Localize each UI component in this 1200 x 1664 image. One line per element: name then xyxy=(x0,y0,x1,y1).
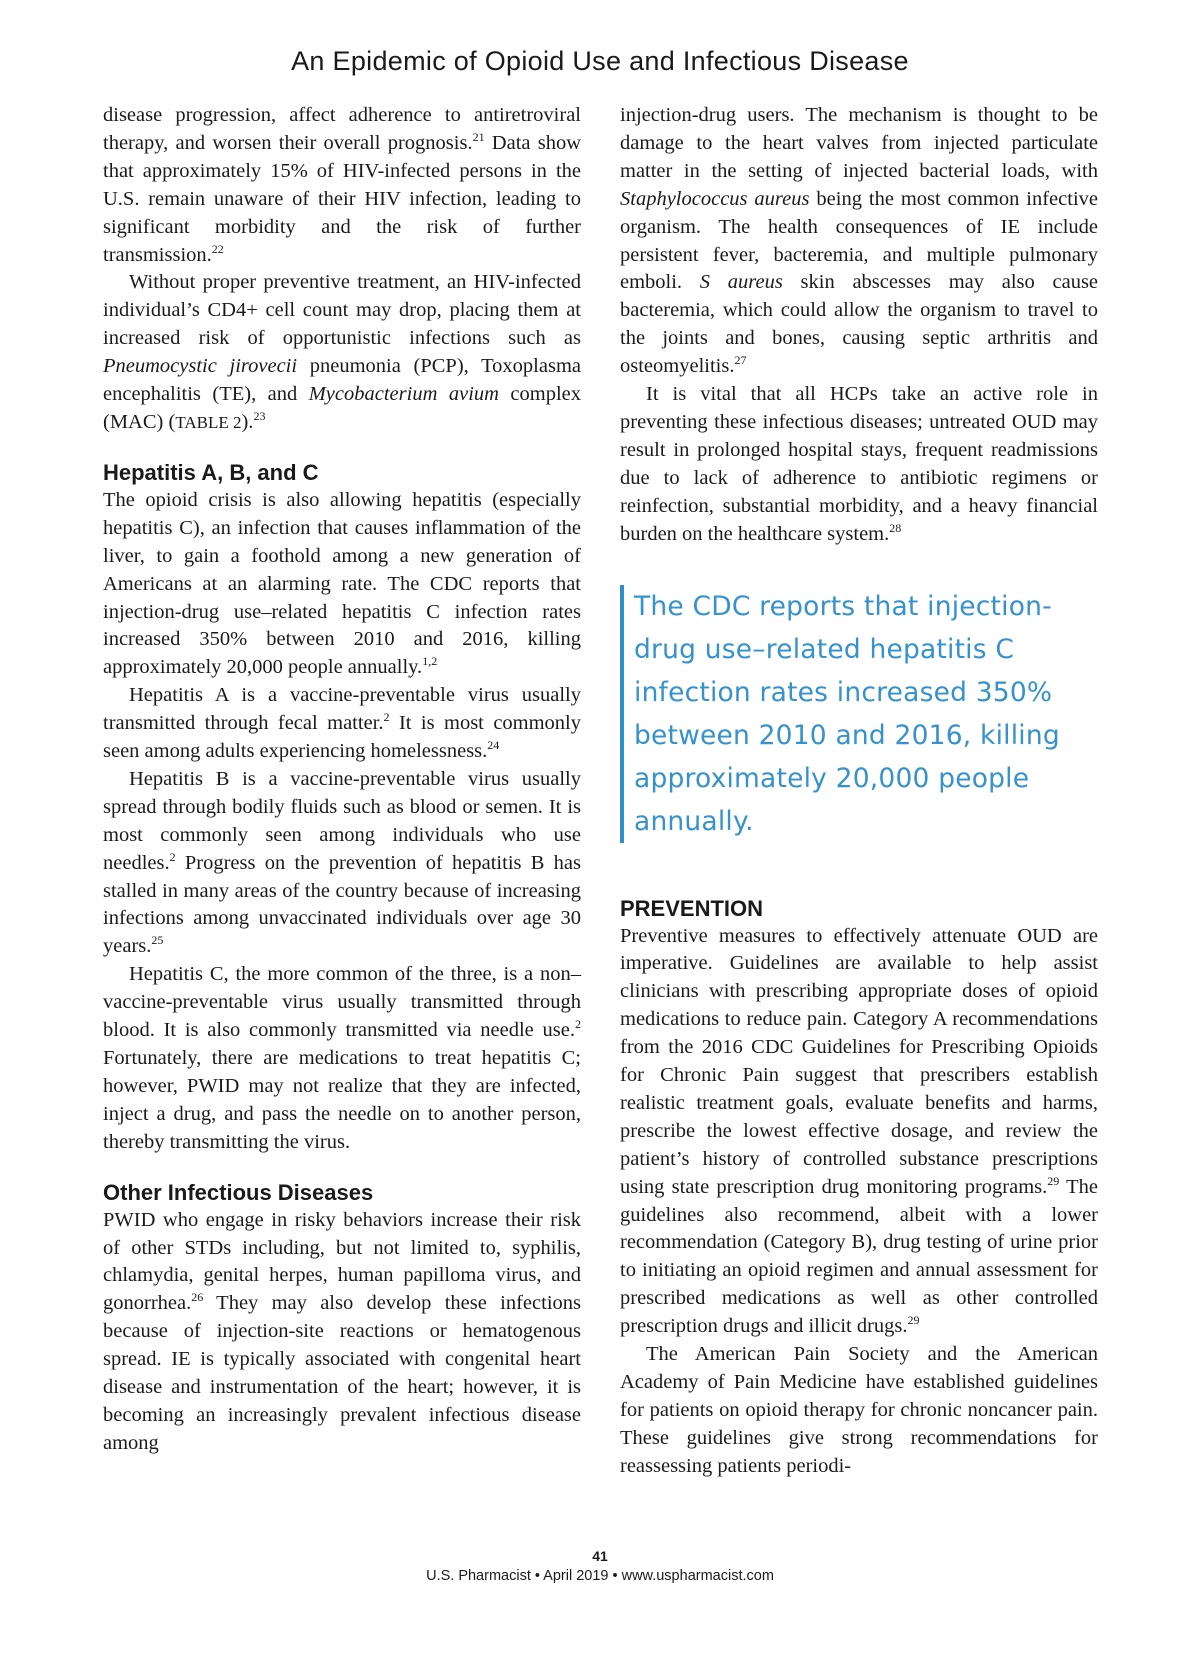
paragraph xyxy=(103,269,581,436)
paragraph xyxy=(103,487,581,682)
text-run: being the most common infective organism. The health consequences of IE include persistent fever, bacteremia, and multiple pulmonary emboli. xyxy=(620,187,1098,294)
section-heading-other-infectious-diseases: Other Infectious Diseases xyxy=(103,1179,374,1205)
text-run: It is vital that all HCPs take an active role in preventing these infectious diseases; untreated OUD may result in prolonged hospital stays, frequent readmissions due to lack of adherence to antibiotic regimens or reinfection, substantial morbidity, and a heavy financial burden on the healthcare system. xyxy=(620,383,1098,545)
text-run: The American Pain Society and the American Academy of Pain Medicine have established guidelines for patients on opioid therapy for chronic noncancer pain. These guidelines give strong recommendations for reassessing patients periodi- xyxy=(620,1343,1098,1477)
pull-quote-line: drug use–related hepatitis C xyxy=(634,633,1015,665)
table-reference: TABLE 2 xyxy=(175,412,242,432)
text-run: disease progression, affect adherence to antiretroviral therapy, and worsen their overall prognosis. xyxy=(103,104,581,154)
right-column xyxy=(620,102,1098,1481)
pull-quote-line: infection rates increased 350% xyxy=(634,676,1053,708)
text-run: Preventive measures to effectively attenuate OUD are imperative. Guidelines are available to help assist clinicians with prescribing appropriate doses of opioid medications to reduce pain. Category A recommendations from the 2016 CDC Guidelines for Prescribing Opioids for Chronic Pain suggest that prescribers establish realistic treatment goals, evaluate benefits and harms, prescribe the lowest effective dosage, and review the patient’s history of controlled substance prescriptions using state prescription drug monitoring programs. xyxy=(620,924,1098,1198)
reference-superscript: 2 xyxy=(169,849,176,864)
paragraph xyxy=(103,961,581,1156)
left-column xyxy=(103,102,581,1458)
text-run: ). xyxy=(241,410,254,433)
italic-term: Mycobacterium avium xyxy=(308,383,499,406)
paragraph xyxy=(103,682,581,766)
text-run: pneumonia (PCP), Toxoplasma encephalitis (TE), and xyxy=(103,355,581,406)
pull-quote xyxy=(620,585,1098,843)
text-run: Data show that approximately 15% of HIV-infected persons in the U.S. remain unaware of their HIV infection, leading to significant morbidity and the risk of further transmission. xyxy=(103,131,582,266)
text-run: The opioid crisis is also allowing hepatitis (especially hepatitis C), an infection that causes inflammation of the liver, to gain a foothold among a new generation of Americans at an alarming rate. The CDC reports that injection-drug use–related hepatitis C infection rates increased 350% between 2010 and 2016, killing approximately 20,000 people annually. xyxy=(103,488,581,679)
reference-superscript: 23 xyxy=(253,408,266,423)
reference-superscript: 21 xyxy=(472,129,485,144)
italic-term: S aureus xyxy=(699,271,783,294)
text-run: PWID who engage in risky behaviors increase their risk of other STDs including, but not limited to, syphilis, chlamydia, genital herpes, human papilloma virus, and gonorrhea. xyxy=(103,1208,581,1315)
text-run: Hepatitis A is a vaccine-preventable virus usually transmitted through fecal matter. xyxy=(103,684,581,735)
footer-publication-line: U.S. Pharmacist • April 2019 • www.uspharmacist.com xyxy=(426,1568,774,1584)
running-head: An Epidemic of Opioid Use and Infectious Disease xyxy=(291,46,909,76)
italic-term: Pneumocystic jirovecii xyxy=(103,355,298,378)
italic-term: Staphylococcus aureus xyxy=(620,187,810,210)
text-run: complex (MAC) ( xyxy=(103,383,582,433)
text-run: skin abscesses may also cause bacteremia, which could allow the organism to travel to the joints and bones, causing septic arthritis and osteomyelitis. xyxy=(620,271,1099,378)
reference-superscript: 24 xyxy=(487,738,500,753)
pull-quote-line: The CDC reports that injection- xyxy=(634,590,1052,622)
paragraph xyxy=(103,102,581,269)
section-heading-prevention: PREVENTION xyxy=(620,895,764,921)
reference-superscript: 29 xyxy=(1047,1173,1060,1188)
reference-superscript: 2 xyxy=(383,710,390,725)
paragraph xyxy=(620,381,1098,548)
paragraph xyxy=(103,1207,581,1458)
text-run: injection-drug users. The mechanism is thought to be damage to the heart valves from injected particulate matter in the setting of injected bacterial loads, with xyxy=(620,104,1098,182)
text-run: Fortunately, there are medications to treat hepatitis C; however, PWID may not realize that they are infected, inject a drug, and pass the needle on to another person, thereby transmitting the virus. xyxy=(103,1047,581,1153)
pull-quote-line: annually. xyxy=(634,805,754,837)
page-number: 41 xyxy=(592,1548,608,1564)
text-run: They may also develop these infections because of injection-site reactions or hematogenous spread. IE is typically associated with congenital heart disease and instrumentation of the heart; however, it is becoming an increasingly prevalent infectious disease among xyxy=(103,1292,581,1454)
section-heading-hepatitis: Hepatitis A, B, and C xyxy=(103,459,319,485)
reference-superscript: 22 xyxy=(211,241,224,256)
reference-superscript: 2 xyxy=(575,1017,581,1032)
paragraph xyxy=(620,1341,1098,1481)
text-run: Hepatitis B is a vaccine-preventable virus usually spread through bodily fluids such as blood or semen. It is most commonly seen among individuals who use needles. xyxy=(103,767,581,874)
reference-superscript: 25 xyxy=(151,933,164,948)
reference-superscript: 26 xyxy=(191,1290,204,1305)
text-run: Without proper preventive treatment, an HIV-infected individual’s CD4+ cell count may drop, placing them at increased risk of opportunistic infections such as xyxy=(103,271,581,350)
reference-superscript: 29 xyxy=(907,1313,920,1328)
text-run: Hepatitis C, the more common of the three, is a non–vaccine-preventable virus usually transmitted through blood. It is also commonly transmitted via needle use. xyxy=(103,963,581,1042)
reference-superscript: 28 xyxy=(889,520,902,535)
reference-superscript: 1,2 xyxy=(422,654,438,669)
pull-quote-line: between 2010 and 2016, killing xyxy=(634,719,1060,751)
paragraph xyxy=(103,766,581,961)
reference-superscript: 27 xyxy=(734,353,747,368)
pull-quote-line: approximately 20,000 people xyxy=(634,762,1030,794)
paragraph xyxy=(620,102,1098,381)
text-run: Progress on the prevention of hepatitis B has stalled in many areas of the country because of increasing infections among unvaccinated individuals over age 30 years. xyxy=(103,851,581,958)
text-run: It is most commonly seen among adults experiencing homelessness. xyxy=(103,712,581,763)
paragraph xyxy=(620,923,1098,1342)
text-run: The guidelines also recommend, albeit with a lower recommendation (Category B), drug testing of urine prior to initiating an opioid regimen and annual assessment for prescribed medications as well as other controlled prescription drugs and illicit drugs. xyxy=(620,1175,1098,1338)
